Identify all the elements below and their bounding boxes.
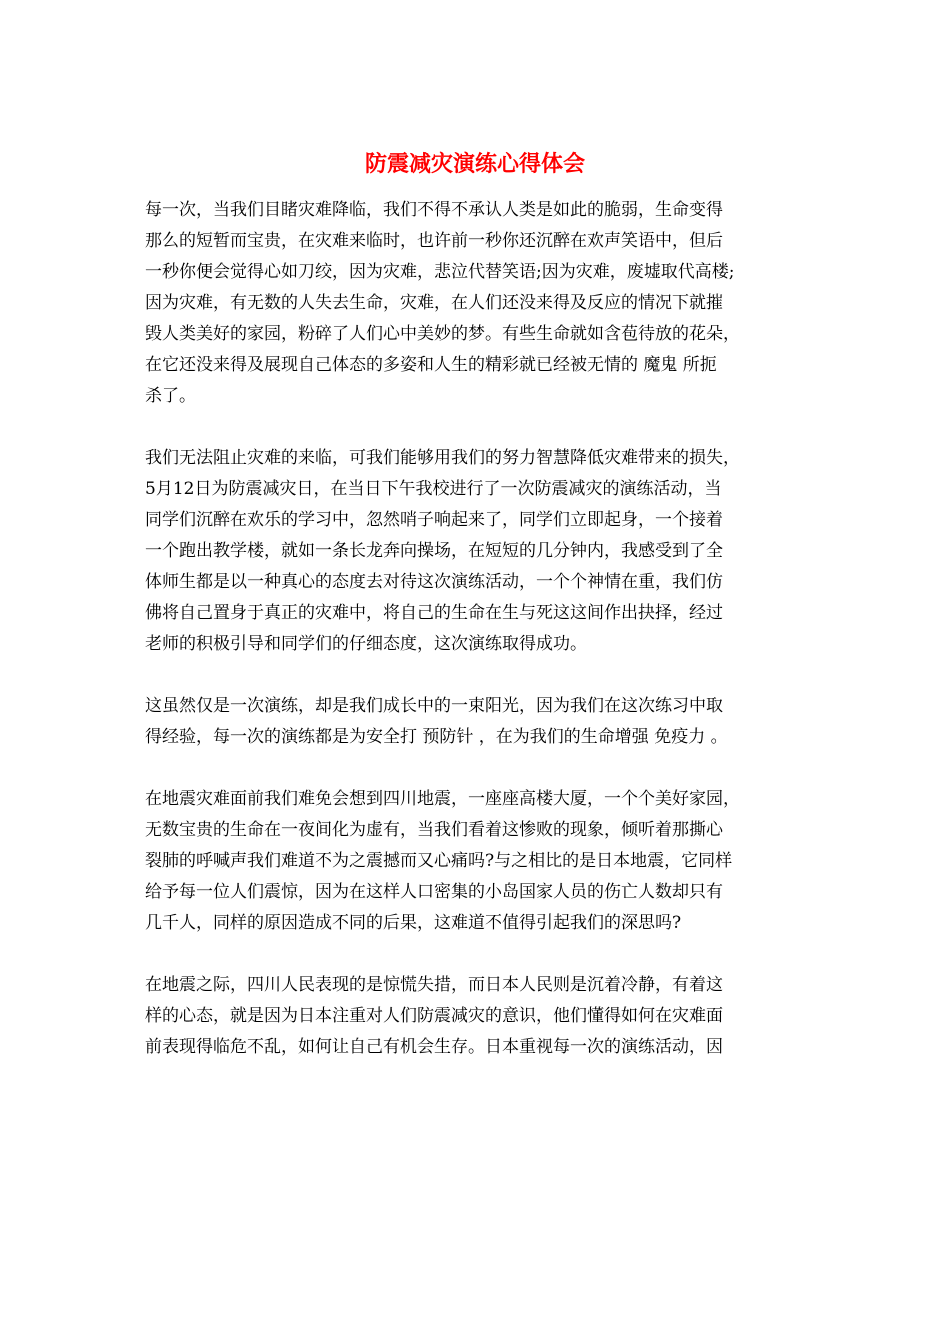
- text-line: 毁人类美好的家园，粉碎了人们心中美妙的梦。有些生命就如含苞待放的花朵，: [145, 324, 740, 344]
- document-body: [145, 195, 815, 1094]
- paragraph-4: [145, 784, 815, 939]
- text-line: 前表现得临危不乱，如何让自己有机会生存。日本重视每一次的演练活动，因: [145, 1037, 723, 1057]
- text-line: 几千人，同样的原因造成不同的后果，这难道不值得引起我们的深思吗?: [145, 913, 682, 933]
- text-line: 在地震灾难面前我们难免会想到四川地震，一座座高楼大厦，一个个美好家园，: [145, 789, 740, 809]
- document-title: 防震减灾演练心得体会: [364, 151, 585, 177]
- paragraph-5: [145, 970, 815, 1063]
- text-line: 杀了。: [145, 386, 196, 406]
- text-line: 样的心态，就是因为日本注重对人们防震减灾的意识，他们懂得如何在灾难面: [145, 1006, 723, 1026]
- text-line: 体师生都是以一种真心的态度去对待这次演练活动，一个个神情在重，我们仿: [145, 572, 723, 592]
- paragraph-1: [145, 195, 815, 412]
- text-line: 裂肺的呼喊声我们难道不为之震撼而又心痛吗?与之相比的是日本地震，它同样: [145, 851, 733, 871]
- text-line: 这虽然仅是一次演练，却是我们成长中的一束阳光，因为我们在这次练习中取: [145, 696, 723, 716]
- text-line: 那么的短暂而宝贵，在灾难来临时，也许前一秒你还沉醉在欢声笑语中，但后: [145, 231, 723, 251]
- text-line: 同学们沉醉在欢乐的学习中，忽然哨子响起来了，同学们立即起身，一个接着: [145, 510, 723, 530]
- text-line: 得经验，每一次的演练都是为安全打 预防针 ，在为我们的生命增强 免疫力 。: [145, 727, 728, 747]
- text-line: 老师的积极引导和同学们的仔细态度，这次演练取得成功。: [145, 634, 587, 654]
- text-line: 一秒你便会觉得心如刀绞，因为灾难，悲泣代替笑语;因为灾难，废墟取代高楼;: [145, 262, 735, 282]
- text-line: 佛将自己置身于真正的灾难中，将自己的生命在生与死这这间作出抉择，经过: [145, 603, 723, 623]
- text-line: 每一次，当我们目睹灾难降临，我们不得不承认人类是如此的脆弱，生命变得: [145, 200, 723, 220]
- paragraph-3: [145, 691, 815, 753]
- text-line: 无数宝贵的生命在一夜间化为虚有，当我们看着这惨败的现象，倾听着那撕心: [145, 820, 723, 840]
- text-line: 5月12日为防震减灾日，在当日下午我校进行了一次防震减灾的演练活动，当: [145, 479, 722, 499]
- text-line: 一个跑出教学楼，就如一条长龙奔向操场，在短短的几分钟内，我感受到了全: [145, 541, 723, 561]
- paragraph-2: [145, 443, 815, 660]
- text-line: 我们无法阻止灾难的来临，可我们能够用我们的努力智慧降低灾难带来的损失，: [145, 448, 740, 468]
- text-line: 因为灾难，有无数的人失去生命，灾难，在人们还没来得及反应的情况下就摧: [145, 293, 723, 313]
- text-line: 在它还没来得及展现自己体态的多姿和人生的精彩就已经被无情的 魔鬼 所扼: [145, 355, 717, 375]
- text-line: 在地震之际，四川人民表现的是惊慌失措，而日本人民则是沉着冷静，有着这: [145, 975, 723, 995]
- text-line: 给予每一位人们震惊，因为在这样人口密集的小岛国家人员的伤亡人数却只有: [145, 882, 723, 902]
